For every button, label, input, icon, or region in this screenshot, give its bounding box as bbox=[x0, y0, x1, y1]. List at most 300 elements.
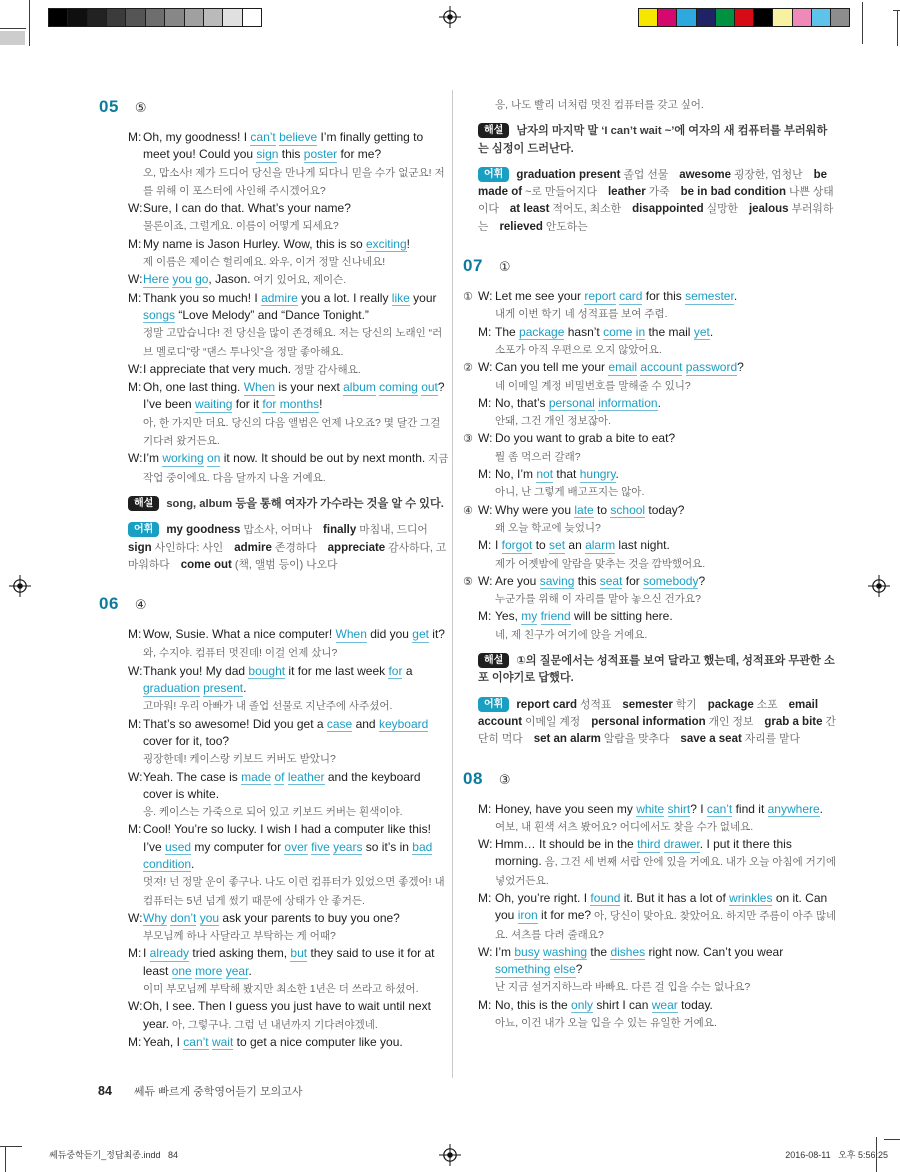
text-segment: 간단히 먹다 bbox=[478, 715, 836, 746]
book-title: 쎄듀 빠르게 중학영어듣기 모의고사 bbox=[133, 1086, 303, 1098]
text-segment: so it’s in bbox=[362, 839, 413, 854]
underlined-word: album bbox=[343, 380, 376, 395]
color-swatch bbox=[773, 9, 792, 26]
underlined-word: seat bbox=[599, 573, 623, 588]
text-segment: 부러워하는 bbox=[478, 203, 834, 233]
color-swatch bbox=[677, 9, 696, 26]
text-segment: Oh, I see. Then I guess you just have to wait until next year. bbox=[143, 999, 431, 1031]
dialogue-text bbox=[143, 821, 449, 909]
text-segment: 자리를 맡다 bbox=[741, 733, 800, 746]
underlined-word: yet bbox=[693, 324, 710, 339]
underlined-word: anywhere bbox=[767, 801, 820, 816]
speaker-label: M: bbox=[128, 290, 142, 305]
text-segment: Hmm… It should be in the bbox=[495, 837, 638, 852]
dialogue-line bbox=[128, 945, 449, 998]
dialogue-text bbox=[495, 944, 837, 997]
text-segment: 정말 고맙습니다! 전 당신을 많이 존경해요. 저는 당신의 노래인 “러브 멜로디”랑 “댄스 투나잇”을 정말 좋아해요. bbox=[143, 327, 443, 358]
question-number: 07 bbox=[463, 256, 483, 276]
dialogue-text bbox=[143, 236, 449, 272]
text-segment: 물론이죠, 그럴게요. 이름이 어떻게 되세요? bbox=[143, 220, 339, 233]
dialogue-text bbox=[495, 359, 837, 395]
text-segment: 사인하다: 사인 bbox=[151, 541, 224, 554]
text-segment: 맙소사, 어머나 bbox=[240, 524, 313, 537]
text-segment: “Love Melody” and “Dance Tonight.” bbox=[175, 307, 369, 322]
dialogue-text bbox=[143, 626, 449, 663]
speaker-label: W: bbox=[478, 431, 493, 446]
text-segment: I bbox=[143, 946, 150, 961]
text-segment: . bbox=[615, 467, 619, 482]
dialogue-line bbox=[128, 626, 449, 663]
text-segment: an bbox=[565, 538, 586, 553]
dialogue-text bbox=[495, 573, 837, 609]
vocab-note bbox=[478, 697, 837, 749]
crop-mark bbox=[0, 1146, 22, 1147]
text-segment: 존경하다 bbox=[271, 541, 317, 554]
vocab-term: relieved bbox=[499, 220, 543, 233]
text-segment: to bbox=[532, 538, 550, 553]
underlined-word: wait bbox=[211, 1034, 234, 1049]
dialogue-text bbox=[495, 395, 837, 431]
underlined-word: go bbox=[195, 272, 209, 287]
dialogue-text bbox=[495, 466, 837, 502]
vocab-term: my goodness bbox=[166, 524, 241, 537]
text-segment: . bbox=[191, 856, 195, 871]
dialogue-line bbox=[478, 537, 837, 573]
underlined-word: semester bbox=[685, 289, 734, 304]
text-segment: 굉장한, 엄청난 bbox=[730, 168, 803, 181]
text-segment: last night. bbox=[615, 538, 670, 553]
text-segment: Thank you! My dad bbox=[143, 663, 249, 678]
underlined-word: can’t bbox=[250, 130, 276, 144]
color-swatch bbox=[735, 9, 754, 26]
dialogue-text bbox=[143, 450, 449, 487]
text-segment: 아, 당신이 맞아요. 찾았어요. 하지만 주름이 아주 많네요. 셔츠를 다려 줄래요? bbox=[495, 910, 837, 941]
crop-mark bbox=[897, 10, 898, 46]
speaker-label: W: bbox=[478, 837, 493, 852]
crop-mark bbox=[884, 1139, 900, 1140]
text-segment: it for me last week bbox=[285, 663, 389, 678]
text-segment: Can you tell me your bbox=[495, 360, 609, 375]
dialogue-text bbox=[143, 361, 449, 379]
dialogue-text bbox=[495, 890, 837, 944]
speaker-label: W: bbox=[478, 573, 493, 588]
underlined-word: bad bbox=[412, 839, 433, 854]
text-segment: today. bbox=[677, 997, 713, 1012]
underlined-word: only bbox=[571, 997, 594, 1012]
text-segment: it for me? bbox=[537, 908, 592, 923]
underlined-word: out bbox=[421, 380, 438, 395]
underlined-word: something bbox=[495, 962, 551, 977]
speaker-label: M: bbox=[128, 1034, 142, 1049]
text-segment: 개인 정보 bbox=[705, 715, 754, 728]
text-segment: 안돼, 그건 개인 정보잖아. bbox=[495, 415, 612, 428]
dialogue-text bbox=[495, 96, 837, 114]
text-segment: 안도하는 bbox=[542, 220, 588, 233]
text-segment: ? I’ve been bbox=[143, 380, 445, 412]
text-segment: . bbox=[709, 324, 714, 339]
dialogue-text bbox=[495, 502, 837, 538]
vocab-term: be made of bbox=[478, 168, 827, 199]
question-number: 05 bbox=[99, 97, 119, 116]
text-segment: 학기 bbox=[672, 698, 697, 711]
text-segment: 이미 부모님께 부탁해 봤지만 최소한 1년은 더 쓰라고 하셨어. bbox=[143, 983, 419, 996]
underlined-word: for bbox=[388, 663, 403, 678]
text-segment: a bbox=[402, 663, 413, 678]
text-segment: is your next bbox=[275, 380, 344, 395]
text-segment: Yeah, I bbox=[143, 1034, 184, 1049]
text-segment: I appreciate that very much. bbox=[143, 361, 292, 376]
text-segment: find it bbox=[732, 801, 768, 816]
text-segment: . I put it there this morning. bbox=[495, 837, 792, 869]
text-segment: Let me see your bbox=[495, 289, 585, 304]
vocab-term: sign bbox=[128, 541, 152, 554]
text-segment: ? I bbox=[690, 801, 707, 816]
explanation-note bbox=[478, 653, 837, 688]
dialogue-line bbox=[128, 271, 449, 289]
text-segment: 네 이메일 계정 비밀번호를 말해줄 수 있니? bbox=[495, 379, 691, 392]
option-marker: ③ bbox=[463, 433, 473, 446]
text-segment: cover for it, too? bbox=[143, 733, 230, 748]
text-segment: to bbox=[593, 502, 611, 517]
underlined-word: forgot bbox=[501, 538, 533, 553]
speaker-label: W: bbox=[128, 451, 143, 466]
dialogue-text bbox=[143, 716, 449, 769]
grayscale-calibration-bar bbox=[48, 8, 262, 27]
vocab-term: package bbox=[707, 698, 754, 711]
underlined-word: already bbox=[149, 946, 190, 961]
text-segment: . bbox=[819, 801, 823, 816]
text-segment: you a lot. I really bbox=[297, 290, 392, 305]
registration-mark-icon bbox=[439, 6, 461, 28]
underlined-word: report bbox=[584, 289, 616, 304]
question-number: 08 bbox=[463, 768, 483, 788]
text-segment: Yeah. The case is bbox=[143, 769, 242, 784]
dialogue-line bbox=[128, 236, 449, 272]
underlined-word: not bbox=[536, 467, 554, 482]
right-column bbox=[463, 96, 837, 1032]
dialogue-text bbox=[143, 129, 449, 200]
vocab-term: jealous bbox=[748, 203, 789, 216]
underlined-word: wrinkles bbox=[729, 890, 773, 905]
text-segment: will be sitting here. bbox=[570, 609, 673, 624]
dialogue-line bbox=[478, 836, 837, 890]
color-swatch bbox=[165, 9, 184, 26]
underlined-word: exciting bbox=[365, 236, 407, 251]
vocab-term: at least bbox=[509, 203, 550, 216]
explanation-badge: 해설 bbox=[478, 123, 509, 138]
dialogue-text bbox=[143, 769, 449, 822]
text-segment: 네, 제 친구가 여기에 앉을 거예요. bbox=[495, 628, 648, 641]
underlined-word: white bbox=[636, 801, 665, 816]
question-number: 06 bbox=[99, 594, 119, 614]
underlined-word: When bbox=[243, 380, 276, 395]
dialogue-line bbox=[463, 430, 837, 466]
text-segment: ? bbox=[737, 360, 744, 375]
text-segment: it. But it has a lot of bbox=[620, 890, 730, 905]
dialogue-text bbox=[495, 997, 837, 1033]
text-segment: 와, 수지야. 컴퓨터 멋진데! 이걸 언제 샀니? bbox=[143, 647, 338, 660]
underlined-word: Why bbox=[143, 910, 167, 925]
underlined-word: songs bbox=[143, 307, 176, 322]
vocab-badge: 어휘 bbox=[478, 167, 509, 182]
underlined-word: present bbox=[203, 681, 244, 696]
text-segment: Oh, my goodness! I bbox=[143, 130, 251, 144]
dialogue-line bbox=[128, 379, 449, 450]
text-segment: ? bbox=[575, 962, 583, 977]
registration-mark-icon bbox=[9, 575, 31, 597]
speaker-label: W: bbox=[478, 289, 493, 304]
text-segment: and the keyboard cover is white. bbox=[143, 769, 421, 801]
dialogue-line bbox=[478, 944, 837, 997]
vocab-term: disappointed bbox=[632, 203, 704, 216]
color-swatch bbox=[126, 9, 145, 26]
dialogue-line bbox=[463, 502, 837, 538]
page-number: 84 bbox=[98, 1084, 112, 1098]
speaker-label: M: bbox=[478, 467, 492, 482]
speaker-label: M: bbox=[478, 395, 492, 410]
registration-mark-icon bbox=[868, 575, 890, 597]
dialogue-line bbox=[478, 395, 837, 431]
text-segment: 지금 작업 중이에요. 다음 달까지 나올 거예요. bbox=[143, 453, 449, 484]
dialogue-text bbox=[495, 537, 837, 573]
question-header bbox=[463, 769, 837, 790]
dialogue-line bbox=[128, 821, 449, 909]
dialogue-line bbox=[478, 997, 837, 1033]
underlined-word: alarm bbox=[585, 538, 616, 553]
vocab-term: save a seat bbox=[680, 733, 742, 746]
dialogue-line bbox=[128, 129, 449, 200]
color-swatch bbox=[754, 9, 773, 26]
vocab-note bbox=[478, 167, 837, 236]
vocab-term: report card bbox=[516, 698, 578, 711]
text-segment: Oh, one last thing. bbox=[143, 380, 244, 395]
vocab-badge: 어휘 bbox=[478, 697, 509, 712]
color-swatch bbox=[204, 9, 223, 26]
underlined-word: you bbox=[199, 910, 220, 925]
color-swatch bbox=[185, 9, 204, 26]
answer-choice-number: ① bbox=[498, 259, 511, 275]
text-segment: this bbox=[574, 573, 600, 588]
dialogue-line bbox=[128, 290, 449, 361]
color-swatch bbox=[223, 9, 242, 26]
underlined-word: account bbox=[640, 360, 683, 375]
underlined-word: saving bbox=[539, 573, 575, 588]
text-segment: 응, 나도 빨리 너처럼 멋진 컴퓨터를 갖고 싶어. bbox=[495, 99, 704, 111]
text-segment: 누군가를 위해 이 자리를 맡아 놓으신 건가요? bbox=[495, 593, 701, 606]
text-segment: 응. 케이스는 가죽으로 되어 있고 키보드 커버는 흰색이야. bbox=[143, 806, 403, 819]
underlined-word: can’t bbox=[183, 1034, 209, 1049]
underlined-word: coming bbox=[379, 380, 418, 395]
text-segment: Oh, you’re right. I bbox=[495, 890, 591, 905]
speaker-label: M: bbox=[128, 822, 142, 837]
text-segment: for it bbox=[232, 397, 263, 412]
text-segment: 감사하다, 고마워하다 bbox=[128, 541, 447, 571]
text-segment: Wow, Susie. What a nice computer! bbox=[143, 627, 336, 642]
vocab-term: awesome bbox=[679, 168, 731, 181]
speaker-label: M: bbox=[478, 997, 492, 1012]
dialogue-text bbox=[143, 290, 449, 361]
text-segment: Honey, have you seen my bbox=[495, 801, 637, 816]
explanation-badge: 해설 bbox=[128, 496, 159, 511]
dialogue-line bbox=[128, 200, 449, 236]
underlined-word: like bbox=[391, 290, 410, 305]
vocab-term: personal information bbox=[591, 715, 706, 728]
explanation-note bbox=[128, 496, 449, 513]
underlined-word: on bbox=[207, 451, 221, 466]
speaker-label: W: bbox=[128, 663, 143, 678]
answer-choice-number: ⑤ bbox=[134, 100, 147, 115]
registration-mark-icon bbox=[439, 1144, 461, 1166]
crop-mark bbox=[0, 31, 25, 45]
vocab-term: come out bbox=[180, 558, 232, 571]
dialogue-text bbox=[495, 288, 837, 324]
text-segment: 남자의 마지막 말 ‘I can’t wait ~’에 여자의 새 컴퓨터를 부러워하는 심정이 드러난다. bbox=[478, 125, 828, 155]
underlined-word: years bbox=[333, 839, 363, 854]
underlined-word: else bbox=[553, 962, 576, 977]
text-segment: 가죽 bbox=[645, 186, 670, 199]
color-swatch bbox=[639, 9, 658, 26]
speaker-label: M: bbox=[478, 801, 492, 816]
dialogue-line bbox=[128, 450, 449, 487]
text-segment: No, I’m bbox=[495, 467, 537, 482]
underlined-word: year bbox=[225, 963, 249, 978]
text-segment: 소포 bbox=[753, 698, 778, 711]
dialogue-line bbox=[478, 801, 837, 837]
underlined-word: more bbox=[195, 963, 223, 978]
speaker-label: W: bbox=[128, 910, 143, 925]
underlined-word: get bbox=[412, 627, 429, 642]
question-header bbox=[463, 256, 837, 277]
text-segment: No, that’s bbox=[495, 395, 549, 410]
color-swatch bbox=[716, 9, 735, 26]
underlined-word: set bbox=[549, 538, 566, 553]
text-segment: , Jason. bbox=[208, 272, 251, 287]
left-column bbox=[99, 97, 449, 1051]
text-segment: 제 이름은 제이슨 헐리예요. 와우, 이거 정말 신나네요! bbox=[143, 256, 386, 269]
text-segment: . bbox=[733, 289, 738, 304]
underlined-word: password bbox=[685, 360, 738, 375]
dialogue-text bbox=[143, 1034, 449, 1051]
text-segment: I bbox=[495, 538, 502, 553]
underlined-word: used bbox=[165, 839, 192, 854]
text-segment: . bbox=[243, 681, 247, 696]
text-segment: 부모님께 하나 사달라고 부탁하는 게 어때? bbox=[143, 930, 336, 943]
text-segment: I’m bbox=[495, 944, 515, 959]
color-swatch bbox=[107, 9, 126, 26]
underlined-word: somebody bbox=[643, 573, 699, 588]
dialogue-text bbox=[495, 801, 837, 837]
text-segment: 이메일 계정 bbox=[522, 715, 581, 728]
speaker-label: W: bbox=[128, 201, 143, 216]
text-segment: your bbox=[409, 290, 437, 305]
text-segment: right now. Can’t you wear bbox=[645, 944, 784, 959]
text-segment: (책, 앨범 등이) 나오다 bbox=[231, 558, 338, 571]
text-segment: song, album 등을 통해 여자가 가수라는 것을 알 수 있다. bbox=[166, 497, 444, 510]
crop-mark bbox=[5, 1146, 6, 1172]
text-segment: Yes, bbox=[495, 609, 522, 624]
color-swatch bbox=[243, 9, 261, 26]
color-calibration-bar bbox=[638, 8, 850, 27]
underlined-word: information bbox=[598, 395, 658, 410]
speaker-label: M: bbox=[128, 716, 142, 731]
underlined-word: poster bbox=[303, 147, 338, 162]
underlined-word: graduation bbox=[143, 681, 200, 696]
speaker-label: M: bbox=[478, 538, 492, 553]
dialogue-text bbox=[495, 836, 837, 890]
dialogue-text bbox=[143, 945, 449, 998]
answer-choice-number: ③ bbox=[498, 771, 511, 787]
underlined-word: leather bbox=[287, 769, 325, 784]
vocab-term: leather bbox=[607, 186, 646, 199]
text-segment: shirt I can bbox=[593, 997, 652, 1012]
speaker-label: M: bbox=[478, 609, 492, 624]
text-segment: Why were you bbox=[495, 502, 575, 517]
option-marker: ⑤ bbox=[463, 575, 473, 588]
color-swatch bbox=[146, 9, 165, 26]
underlined-word: made bbox=[241, 769, 272, 784]
underlined-word: five bbox=[311, 839, 330, 854]
explanation-note bbox=[478, 123, 837, 158]
text-segment: 굉장한데! 케이스랑 키보드 커버도 받았니? bbox=[143, 753, 336, 766]
vocab-term: set an alarm bbox=[533, 733, 601, 746]
option-marker: ① bbox=[463, 291, 473, 304]
speaker-label: W: bbox=[128, 272, 143, 287]
underlined-word: months bbox=[279, 397, 320, 412]
text-segment: ask your parents to buy you one? bbox=[219, 910, 400, 925]
crop-mark bbox=[0, 28, 26, 29]
text-segment: 실망한 bbox=[703, 203, 738, 216]
underlined-word: sign bbox=[256, 147, 279, 162]
crop-mark bbox=[29, 0, 30, 46]
vocab-term: appreciate bbox=[327, 541, 386, 554]
text-segment: Sure, I can do that. What’s your name? bbox=[143, 201, 351, 216]
underlined-word: working bbox=[162, 451, 204, 466]
speaker-label: W: bbox=[478, 944, 493, 959]
text-segment: 나쁜 상태이다 bbox=[478, 186, 834, 216]
text-segment: 음, 그건 세 번째 서랍 안에 있을 거예요. 내가 오늘 아침에 거기에 넣었거든요. bbox=[495, 856, 837, 887]
underlined-word: shirt bbox=[667, 801, 691, 816]
speaker-label: M: bbox=[128, 236, 142, 251]
dialogue-line bbox=[128, 361, 449, 379]
dialogue-text bbox=[143, 663, 449, 716]
dialogue-line bbox=[478, 466, 837, 502]
underlined-word: late bbox=[574, 502, 594, 517]
speaker-label: W: bbox=[128, 999, 143, 1014]
text-segment: hasn’t bbox=[564, 324, 604, 339]
vocab-term: grab a bite bbox=[764, 715, 823, 728]
dialogue-text bbox=[143, 200, 449, 236]
underlined-word: school bbox=[610, 502, 646, 517]
underlined-word: dishes bbox=[610, 944, 646, 959]
text-segment: 성적표 bbox=[577, 698, 612, 711]
underlined-word: package bbox=[519, 324, 565, 339]
underlined-word: for bbox=[262, 397, 277, 412]
text-segment: I’m finally getting to meet you! Could you bbox=[143, 130, 424, 162]
text-segment: 난 지금 설거지하느라 바빠요. 다른 걸 입을 수는 없나요? bbox=[495, 981, 751, 994]
underlined-word: washing bbox=[543, 944, 588, 959]
underlined-word: iron bbox=[517, 908, 538, 923]
underlined-word: over bbox=[284, 839, 308, 854]
underlined-word: waiting bbox=[195, 397, 233, 412]
color-swatch bbox=[793, 9, 812, 26]
text-segment: it now. It should be out by next month. bbox=[220, 451, 426, 466]
text-segment: Do you want to grab a bite to eat? bbox=[495, 431, 676, 446]
dialogue-line bbox=[463, 288, 837, 324]
vocab-term: be in bad condition bbox=[680, 186, 786, 199]
text-segment: 오, 맙소사! 제가 드디어 당신을 만나게 되다니 믿을 수가 없군요! 저를 위해 이 포스터에 사인해 주시겠어요? bbox=[143, 166, 445, 197]
underlined-word: believe bbox=[279, 130, 318, 144]
text-segment: they said to use it for at least bbox=[143, 946, 435, 978]
